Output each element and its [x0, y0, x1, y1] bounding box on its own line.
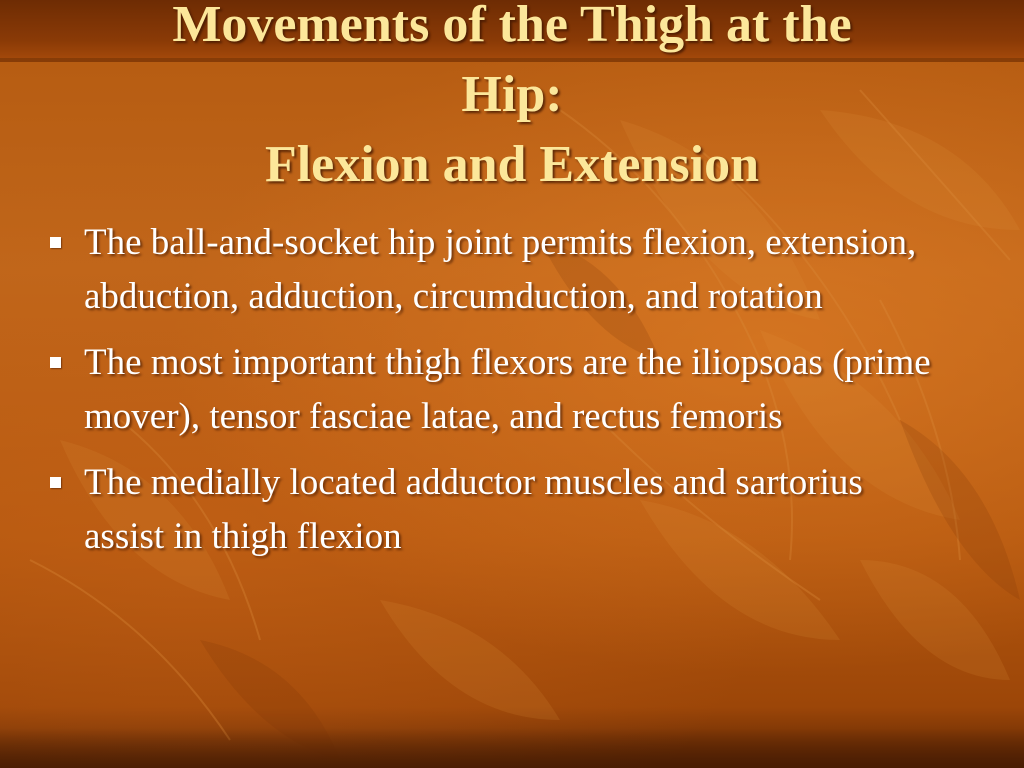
slide-title — [40, 0, 984, 200]
title-line-3: Flexion and Extension — [264, 136, 760, 193]
bullet-list — [40, 216, 940, 576]
bullet-text: The most important thigh flexors are the iliopsoas (prime mover), tensor fasciae latae, and rectus femoris — [84, 342, 931, 437]
bottom-band — [0, 728, 1024, 768]
title-line-1: Movements of the Thigh at the — [172, 0, 852, 53]
square-bullet-icon — [50, 477, 61, 488]
bullet-item — [40, 336, 940, 444]
bullet-text: The medially located adductor muscles and sartorius assist in thigh flexion — [84, 462, 863, 557]
square-bullet-icon — [50, 357, 61, 368]
title-line-2: Hip: — [461, 66, 563, 123]
bullet-text: The ball-and-socket hip joint permits flexion, extension, abduction, adduction, circumduction, and rotation — [84, 222, 917, 317]
bullet-item — [40, 456, 940, 564]
square-bullet-icon — [50, 237, 61, 248]
bullet-item — [40, 216, 940, 324]
